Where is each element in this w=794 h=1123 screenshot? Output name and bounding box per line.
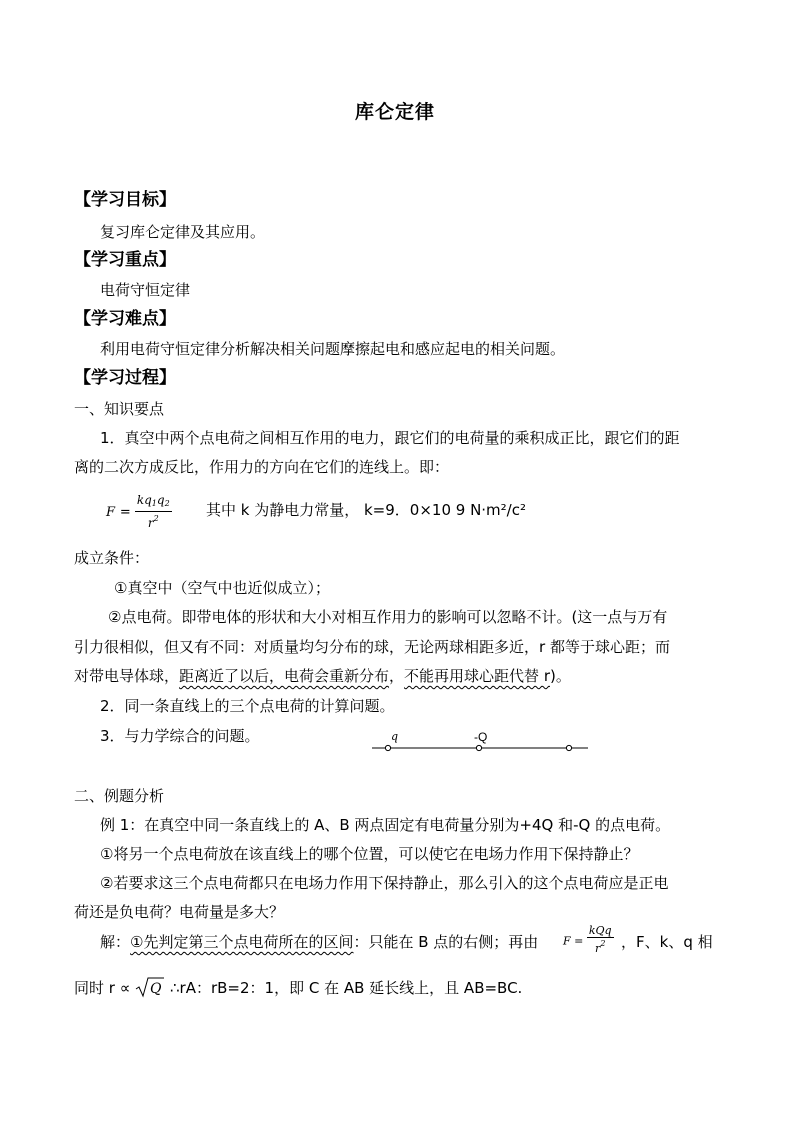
point-2: 2．同一条直线上的三个点电荷的计算问题。	[100, 697, 395, 715]
solution-line1-end: ，F、k、q 相	[621, 933, 713, 951]
solution-text: ：只能在 B 点的右侧；再由	[353, 933, 539, 951]
condition-2-line1: ②点电荷。即带电体的形状和大小对相互作用力的影响可以忽略不计。(这一点与万有	[108, 608, 668, 626]
part2-heading: 二、例题分析	[74, 787, 165, 805]
charge-point-c	[566, 745, 571, 750]
coulomb-formula: F = $\frac{kq_1q_2}{r^2}$	[106, 493, 170, 530]
ratio-text: ∴rA：rB=2：1，即 C 在 AB 延长线上，且 AB=BC.	[169, 979, 523, 997]
point-3: 3．与力学综合的问题。	[100, 727, 260, 745]
difficulty-header: 【学习难点】	[74, 309, 176, 329]
diagram-label-neg-q: -Q	[474, 730, 488, 744]
difficulty-text: 利用电荷守恒定律分析解决相关问题摩擦起电和感应起电的相关问题。	[100, 340, 566, 358]
formula-explanation: 其中 k 为静电力常量， k=9．0×10 9 N·m²/c²	[206, 501, 526, 519]
kqq-formula: F = $\frac{\text{kQq}}{r^2}$	[563, 924, 612, 955]
point1-line2: 离的二次方成反比，作用力的方向在它们的连线上。即：	[74, 458, 450, 476]
example-1: 例 1：在真空中同一条直线上的 A、B 两点固定有电荷量分别为+4Q 和-Q 的点电荷。	[100, 816, 671, 834]
question-2-line1: ②若要求这三个点电荷都只在电场力作用下保持静止，那么引入的这个点电荷应是正电	[100, 874, 669, 892]
charge-point-b	[476, 745, 481, 750]
cond2-emphasis-1: 距离近了以后，电荷会重新分布	[179, 667, 390, 685]
goal-text: 复习库仑定律及其应用。	[100, 223, 266, 241]
process-header: 【学习过程】	[74, 368, 176, 388]
page-title: 库仑定律	[355, 101, 436, 123]
charge-line-diagram	[370, 728, 592, 754]
cond2-text-a: 对带电导体球，	[74, 667, 180, 685]
cond2-comma: ，	[389, 667, 405, 685]
solution-line1	[100, 932, 538, 952]
goal-header: 【学习目标】	[74, 190, 176, 210]
solution-line2	[74, 976, 522, 998]
diagram-label-q: q	[391, 730, 399, 743]
condition-2-line2: 引力很相似，但又有不同：对质量均匀分布的球，无论两球相距多近，r 都等于球心距；而	[74, 638, 670, 656]
charge-point-a	[385, 745, 390, 750]
question-1: ①将另一个点电荷放在该直线上的哪个位置，可以使它在电场力作用下保持静止？	[100, 845, 639, 863]
solution-label: 解：	[100, 933, 131, 951]
svg-text:Q: Q	[150, 981, 162, 997]
part1-heading: 一、知识要点	[74, 400, 165, 418]
proportional-text: 同时 r ∝	[74, 979, 131, 997]
conditions-label: 成立条件：	[74, 549, 150, 567]
sqrt-q-symbol	[135, 976, 165, 998]
cond2-emphasis-2: 不能再用球心距代替 r	[404, 667, 550, 685]
focus-header: 【学习重点】	[74, 250, 176, 270]
cond2-end: )。	[549, 667, 571, 685]
solution-emphasis: ①先判定第三个点电荷所在的区间	[130, 933, 354, 951]
point1-line1: 1．真空中两个点电荷之间相互作用的电力，跟它们的电荷量的乘积成正比，跟它们的距	[100, 429, 680, 447]
question-2-line2: 荷还是负电荷？电荷量是多大？	[74, 903, 285, 921]
focus-text: 电荷守恒定律	[100, 281, 191, 299]
condition-2-line3	[74, 666, 571, 686]
condition-1: ①真空中（空气中也近似成立）；	[114, 579, 330, 597]
